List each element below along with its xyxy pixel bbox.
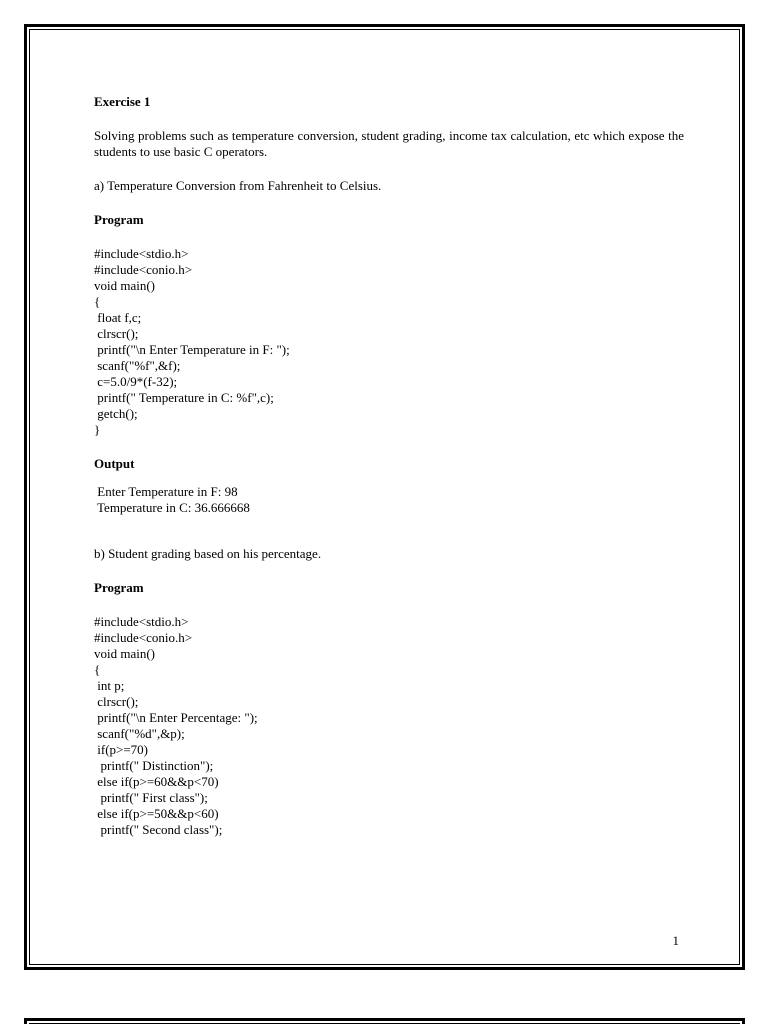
code-line: c=5.0/9*(f-32); bbox=[94, 374, 178, 389]
code-line: printf("\n Enter Percentage: "); bbox=[94, 710, 258, 725]
code-block-a bbox=[94, 246, 684, 438]
code-line: printf(" Distinction"); bbox=[94, 758, 214, 773]
code-line: } bbox=[94, 422, 101, 437]
output-line: Enter Temperature in F: 98 bbox=[94, 484, 238, 499]
document-page bbox=[24, 24, 745, 970]
code-line: #include<conio.h> bbox=[94, 262, 193, 277]
code-line: else if(p>=60&&p<70) bbox=[94, 774, 219, 789]
part-a-title: a) Temperature Conversion from Fahrenheit to Celsius. bbox=[94, 178, 382, 193]
code-line: printf(" Second class"); bbox=[94, 822, 223, 837]
next-document-page bbox=[24, 1018, 745, 1024]
code-line: getch(); bbox=[94, 406, 138, 421]
page-number: 1 bbox=[672, 933, 679, 948]
code-line: { bbox=[94, 294, 101, 309]
code-line: #include<stdio.h> bbox=[94, 614, 189, 629]
output-heading: Output bbox=[94, 456, 135, 471]
code-line: if(p>=70) bbox=[94, 742, 149, 757]
program-heading-b: Program bbox=[94, 580, 144, 595]
part-b-title: b) Student grading based on his percentage. bbox=[94, 546, 322, 561]
code-line: printf(" First class"); bbox=[94, 790, 208, 805]
code-line: printf("\n Enter Temperature in F: "); bbox=[94, 342, 290, 357]
code-line: void main() bbox=[94, 646, 156, 661]
exercise-title: Exercise 1 bbox=[94, 94, 151, 109]
code-line: printf(" Temperature in C: %f",c); bbox=[94, 390, 274, 405]
code-line: scanf("%d",&p); bbox=[94, 726, 185, 741]
intro-paragraph: Solving problems such as temperature conversion, student grading, income tax calculation, etc which expose the students to use basic C operators. bbox=[94, 128, 684, 159]
code-line: else if(p>=50&&p<60) bbox=[94, 806, 219, 821]
code-line: { bbox=[94, 662, 101, 677]
code-block-b bbox=[94, 614, 684, 838]
code-line: #include<stdio.h> bbox=[94, 246, 189, 261]
code-line: scanf("%f",&f); bbox=[94, 358, 181, 373]
output-line: Temperature in C: 36.666668 bbox=[94, 500, 250, 515]
code-line: void main() bbox=[94, 278, 156, 293]
code-line: #include<conio.h> bbox=[94, 630, 193, 645]
code-line: clrscr(); bbox=[94, 326, 139, 341]
code-line: clrscr(); bbox=[94, 694, 139, 709]
program-heading-a: Program bbox=[94, 212, 144, 227]
page-content bbox=[94, 94, 684, 838]
output-block-a bbox=[94, 484, 684, 516]
code-line: int p; bbox=[94, 678, 125, 693]
code-line: float f,c; bbox=[94, 310, 142, 325]
